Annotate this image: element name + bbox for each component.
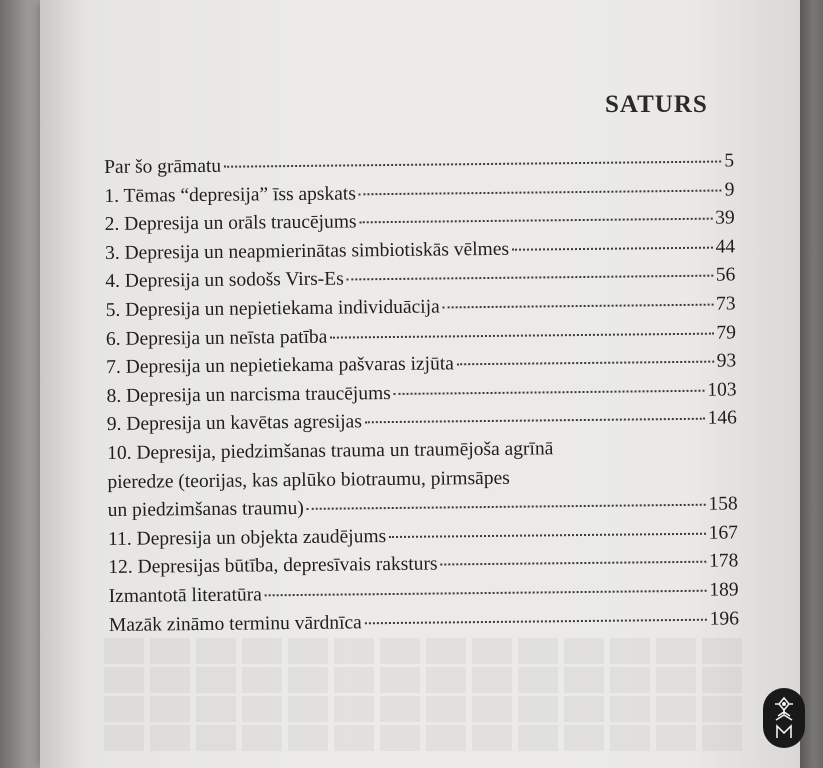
toc-entry-title: 8. Depresija un narcisma traucējums: [106, 382, 391, 407]
toc-entry-page: 196: [709, 607, 740, 630]
dot-leader: [457, 361, 714, 366]
toc-entry-page: 73: [715, 293, 736, 315]
toc-entry-title: 5. Depresija un nepietiekama individuācija: [105, 296, 440, 321]
toc-entry-title: un piedzimšanas traumu): [107, 498, 304, 522]
show-through-line: [104, 667, 744, 693]
toc-entry-title: Mazāk zināmo terminu vārdnīca: [108, 611, 362, 636]
right-page-edge: [800, 0, 823, 768]
toc-entry-page: 146: [707, 407, 737, 430]
dot-leader: [389, 532, 706, 537]
show-through-line: [104, 696, 744, 722]
dot-leader: [359, 189, 722, 195]
toc-entry-page: 178: [708, 550, 739, 572]
dot-leader: [512, 246, 713, 250]
dot-leader: [394, 389, 704, 394]
toc-entry-title: 3. Depresija un neapmierinātas simbiotiskās vēlmes: [104, 238, 510, 264]
toc-entry-page: 93: [716, 350, 737, 372]
show-through-text: [104, 638, 744, 754]
dot-leader: [360, 218, 713, 224]
page-title: SATURS: [605, 91, 708, 118]
toc-entry-title: Par šo grāmatu: [104, 155, 222, 178]
toc-entry-title: 2. Depresija un orāls traucējums: [104, 211, 357, 236]
table-of-contents: [104, 147, 739, 640]
toc-entry-page: 158: [708, 493, 738, 515]
toc-entry-title: 7. Depresija un nepietiekama pašvaras izjūta: [106, 353, 454, 379]
dot-leader: [307, 504, 706, 510]
dot-leader: [443, 304, 713, 309]
dot-leader: [347, 275, 713, 281]
toc-entry-title: 9. Depresija un kavētas agresijas: [106, 411, 362, 436]
show-through-line: [104, 725, 744, 751]
dot-leader: [365, 618, 707, 624]
toc-entry-page: 189: [709, 579, 739, 601]
toc-entry-page: 167: [708, 522, 739, 544]
dot-leader: [224, 161, 721, 168]
toc-entry-title: 6. Depresija un neīsta patība: [105, 326, 328, 350]
toc-entry-10-line-1: 10. Depresija, piedzimšanas trauma un traumējoša agrīnā: [107, 438, 554, 464]
toc-entry-page: 103: [707, 379, 737, 401]
toc-entry-10-line-2: pieredze (teorijas, kas aplūko biotraumu, pirmsāpes: [107, 467, 510, 493]
publisher-logo-icon: [763, 688, 805, 748]
dot-leader: [365, 418, 705, 424]
show-through-line: [104, 638, 744, 664]
toc-entry-page: 56: [715, 264, 736, 286]
dot-leader: [265, 590, 707, 597]
toc-entry-title: 1. Tēmas “depresija” īss apskats: [104, 182, 356, 207]
toc-entry-title: 4. Depresija un sodošs Virs-Es: [105, 268, 344, 293]
publisher-logo-icon: [763, 688, 805, 748]
toc-entry-page: 9: [724, 178, 735, 201]
dot-leader: [330, 332, 713, 338]
toc-entry-page: 5: [724, 150, 735, 172]
toc-entry-page: 44: [715, 236, 736, 258]
toc-entry-page: 39: [715, 207, 735, 229]
dot-leader: [441, 561, 706, 566]
toc-entry-title: 11. Depresija un objekta zaudējums: [107, 525, 387, 550]
toc-entry-page: 79: [716, 321, 737, 344]
toc-entry-title: 12. Depresijas būtība, depresīvais raksturs: [108, 553, 438, 579]
toc-entry-title: Izmantotā literatūra: [108, 584, 262, 607]
